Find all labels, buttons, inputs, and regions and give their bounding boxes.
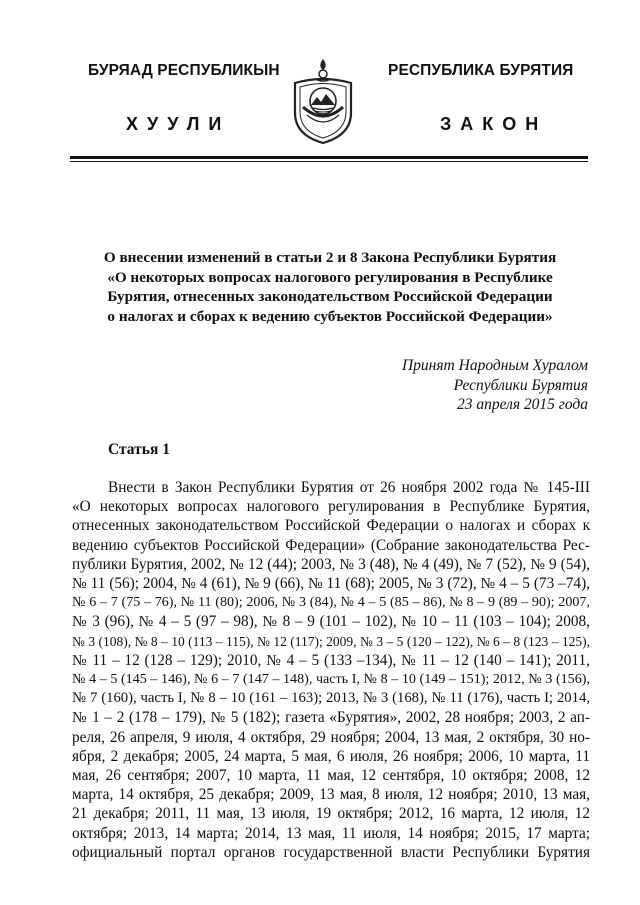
body-line: № 11 (56); 2004, № 4 (61), № 9 (66), № 11 (68); 2005, № 3 (72), № 4 – 5 (73 –74),	[72, 575, 590, 593]
law-title-line: О внесении изменений в статьи 2 и 8 Закона Республики Бурятия	[103, 249, 557, 266]
body-line: № 6 – 7 (75 – 76), № 11 (80); 2006, № 3 (84), № 4 – 5 (85 – 86), № 8 – 9 (89 – 90); 2007,	[72, 594, 590, 611]
body-line: ведению субъектов Российской Федерации» (Собрание законодательства Рес-	[72, 536, 590, 554]
header-left-subtitle: ХУУЛИ	[126, 114, 231, 134]
law-title	[60, 248, 600, 326]
header-divider-thin	[70, 161, 588, 162]
body-line: № 3 (108), № 8 – 10 (113 – 115), № 12 (117); 2009, № 3 – 5 (120 – 122), № 6 – 8 (123 – 125),	[72, 633, 590, 649]
body-line: № 7 (160), часть I, № 8 – 10 (161 – 163); 2013, № 3 (168), № 11 (176), часть I; 2014,	[72, 690, 590, 707]
body-line: мая, 26 сентября; 2007, 10 марта, 11 мая, 12 сентября, 10 октября; 2008, 12	[72, 767, 590, 785]
body-line: «О некоторых вопросах налогового регулирования в Республике Бурятия,	[72, 498, 590, 516]
adoption-note	[402, 356, 588, 415]
buryatia-coat-of-arms-icon	[289, 55, 357, 147]
law-title-line: о налогах и сборах к ведению субъектов Российской Федерации»	[107, 307, 553, 325]
body-line: Внести в Закон Республики Бурятия от 26 ноября 2002 года № 145-III	[108, 479, 590, 496]
header-divider	[70, 156, 588, 159]
adoption-line: Республики Бурятия	[453, 376, 588, 394]
body-line: ября, 2 декабря; 2005, 24 марта, 5 мая, 6 июля, 26 ноября; 2006, 10 марта, 11	[72, 747, 590, 765]
header-right-title: РЕСПУБЛИКА БУРЯТИЯ	[388, 62, 574, 79]
body-line: № 11 – 12 (128 – 129); 2010, № 4 – 5 (133 –134), № 11 – 12 (140 – 141); 2011,	[72, 651, 590, 669]
body-line: публики Бурятия, 2002, № 12 (44); 2003, № 3 (48), № 4 (49), № 7 (52), № 9 (54),	[72, 555, 590, 573]
article-heading: Статья 1	[108, 441, 170, 458]
body-line: марта, 14 октября, 25 декабря; 2009, 13 мая, 8 июля, 12 ноября; 2010, 13 мая,	[72, 786, 590, 804]
adoption-line: Принят Народным Хуралом	[401, 357, 588, 374]
body-line: официальный портал органов государственной власти Республики Бурятия	[72, 843, 590, 861]
body-line: отнесенных законодательством Российской Федерации о налогах и сборах к	[72, 517, 590, 535]
law-title-line: Бурятия, отнесенных законодательством Российской Федерации	[107, 288, 553, 305]
body-line: реля, 26 апреля, 9 июля, 4 октября, 29 ноября; 2004, 13 мая, 2 октября, 30 но-	[72, 728, 590, 746]
law-title-line: «О некоторых вопросах налогового регулирования в Республике	[107, 268, 553, 286]
body-line: № 1 – 2 (178 – 179), № 5 (182); газета «Бурятия», 2002, 28 ноября; 2003, 2 ап-	[72, 709, 590, 727]
body-line: 21 декабря; 2011, 11 мая, 13 июля, 19 октября; 2012, 16 марта, 12 июля, 12	[72, 805, 590, 823]
article-body	[72, 478, 590, 862]
header-right-subtitle: ЗАКОН	[440, 114, 548, 134]
body-line: № 4 – 5 (145 – 146), № 6 – 7 (147 – 148), часть I, № 8 – 10 (149 – 151); 2012, № 3 (156),	[72, 671, 590, 688]
body-line: № 3 (96), № 4 – 5 (97 – 98), № 8 – 9 (101 – 102), № 10 – 11 (103 – 104); 2008,	[72, 613, 590, 631]
header-left-title: БУРЯАД РЕСПУБЛИКЫН	[88, 62, 280, 79]
adoption-date: 23 апреля 2015 года	[456, 396, 588, 413]
body-line: октября; 2013, 14 марта; 2014, 13 мая, 11 июля, 14 ноября; 2015, 17 марта;	[72, 824, 590, 842]
